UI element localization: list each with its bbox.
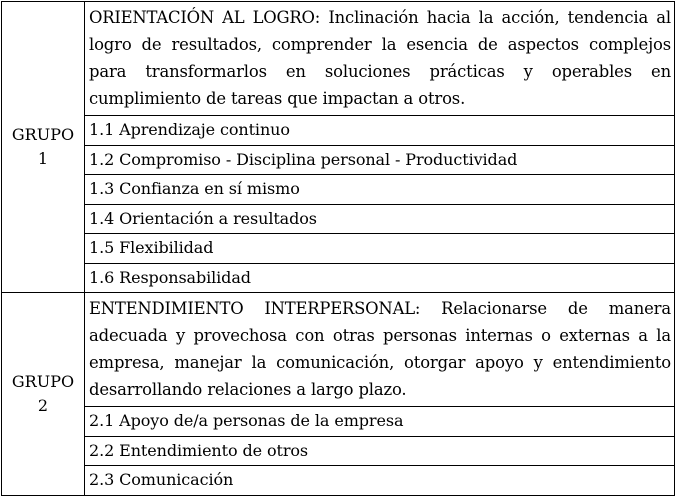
table-row [2, 204, 675, 234]
group-2-item-1: 2.1 Apoyo de/a personas de la empresa [85, 407, 675, 437]
group-2-number: 2 [37, 395, 49, 415]
group-2-title: ENTENDIMIENTO INTERPERSONAL: [89, 299, 421, 318]
table-row [2, 234, 675, 264]
group-1-description: Inclinación hacia la acción, tendencia al logro de resultados, comprender la esencia de aspectos complejos para transformarlos en soluciones prácticas y operables en cumplimiento de tareas que impactan a otros. [89, 8, 672, 108]
group-1-description-cell [85, 2, 675, 116]
group-1-description-row [2, 2, 675, 116]
group-2-description-row [2, 293, 675, 407]
table-row [2, 436, 675, 466]
group-2-item-3: 2.3 Comunicación [85, 466, 675, 496]
group-1-item-3: 1.3 Confianza en sí mismo [85, 175, 675, 205]
group-1-title: ORIENTACIÓN AL LOGRO: [89, 8, 321, 27]
group-2-item-2: 2.2 Entendimiento de otros [85, 436, 675, 466]
table-row [2, 145, 675, 175]
group-1-item-6: 1.6 Responsabilidad [85, 263, 675, 293]
group-1-number: 1 [37, 149, 49, 168]
group-2-label: GRUPO [11, 371, 75, 391]
table-row [2, 466, 675, 496]
group-2-label-cell [2, 293, 85, 496]
group-1-label-cell [2, 2, 85, 293]
group-1-item-4: 1.4 Orientación a resultados [85, 204, 675, 234]
group-1-label: GRUPO [11, 125, 75, 144]
group-1-item-1: 1.1 Aprendizaje continuo [85, 116, 675, 146]
table-row [2, 407, 675, 437]
table-row [2, 116, 675, 146]
competency-table [1, 1, 675, 496]
table-row [2, 175, 675, 205]
group-1-item-2: 1.2 Compromiso - Disciplina personal - Productividad [85, 145, 675, 175]
group-1-item-5: 1.5 Flexibilidad [85, 234, 675, 264]
table-row [2, 263, 675, 293]
group-2-description-cell [85, 293, 675, 407]
group-2-description: Relacionarse de manera adecuada y provechosa con otras personas internas o externas a la empresa, manejar la comunicación, otorgar apoyo y entendimiento desarrollando relaciones a largo plazo. [89, 299, 671, 399]
